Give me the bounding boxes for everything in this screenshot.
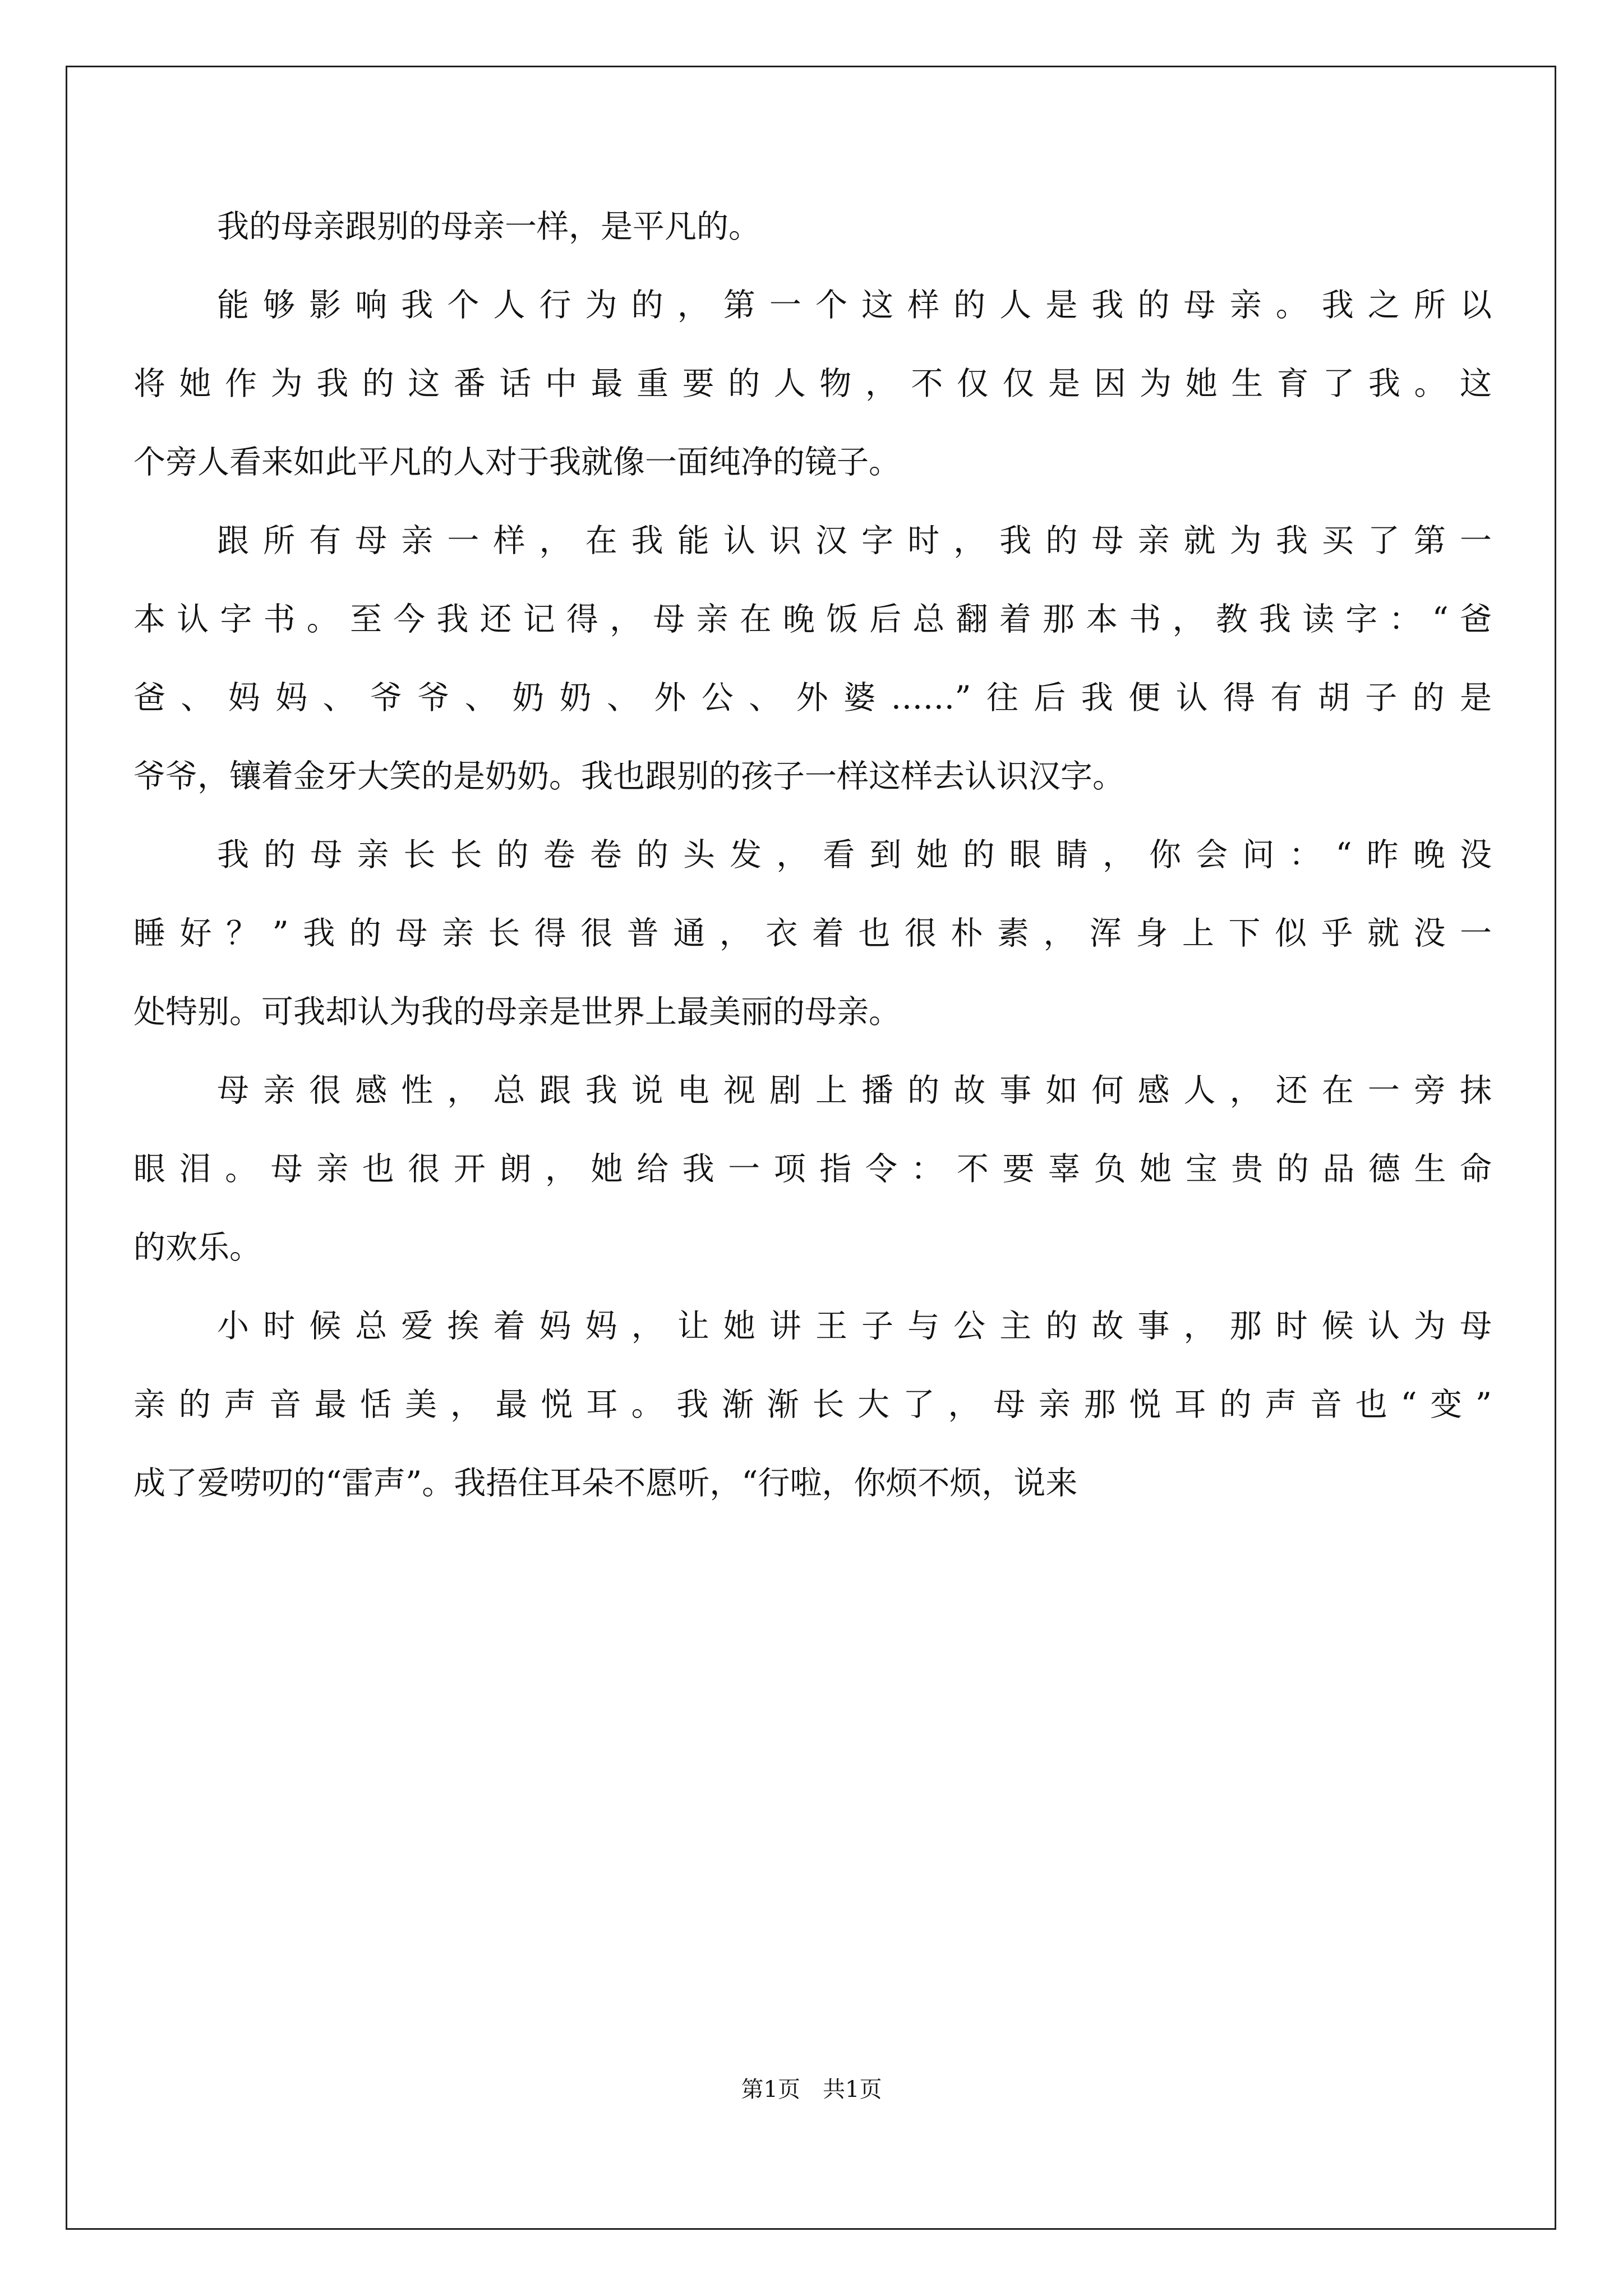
text-line: 处特别。可我却认为我的母亲是世界上最美丽的母亲。 [133,993,901,1030]
text-line: 本认字书。至今我还记得，母亲在晚饭后总翻着那本书，教我读字：“爸 [133,601,1492,638]
text-line: 母亲很感性，总跟我说电视剧上播的故事如何感人，还在一旁抹 [217,1072,1492,1109]
text-line: 亲的声音最恬美，最悦耳。我渐渐长大了，母亲那悦耳的声音也“变” [133,1386,1492,1423]
text-line: 将她作为我的这番话中最重要的人物，不仅仅是因为她生育了我。这 [133,365,1492,402]
text-line: 我的母亲长长的卷卷的头发，看到她的眼睛，你会问：“昨晚没 [217,836,1492,873]
paragraph [133,1287,1492,1522]
paragraph [133,1051,1492,1287]
paragraph [133,501,1492,816]
document-body [133,187,1492,1522]
text-line: 爸、妈妈、爷爷、奶奶、外公、外婆……”往后我便认得有胡子的是 [133,679,1492,716]
text-line: 爷爷，镶着金牙大笑的是奶奶。我也跟别的孩子一样这样去认识汉字。 [133,758,1124,795]
page-number: 第1页 [741,2077,800,2102]
text-line: 眼泪。母亲也很开朗，她给我一项指令：不要辜负她宝贵的品德生命 [133,1151,1492,1188]
text-line: 我的母亲跟别的母亲一样，是平凡的。 [217,208,760,245]
paragraph [133,816,1492,1051]
text-line: 跟所有母亲一样，在我能认识汉字时，我的母亲就为我买了第一 [217,522,1492,559]
paragraph [133,187,1492,266]
text-line: 个旁人看来如此平凡的人对于我就像一面纯净的镜子。 [133,444,901,481]
text-line: 睡好？”我的母亲长得很普通，衣着也很朴素，浑身上下似乎就没一 [133,915,1492,952]
paragraph [133,266,1492,501]
text-line: 能够影响我个人行为的，第一个这样的人是我的母亲。我之所以 [217,287,1492,324]
text-line: 成了爱唠叨的“雷声”。我捂住耳朵不愿听，“行啦，你烦不烦，说来 [133,1465,1078,1502]
text-line: 的欢乐。 [133,1229,261,1266]
text-line: 小时候总爱挨着妈妈，让她讲王子与公主的故事，那时候认为母 [217,1308,1492,1345]
page-total: 共1页 [823,2077,882,2102]
page-footer [0,2076,1623,2104]
